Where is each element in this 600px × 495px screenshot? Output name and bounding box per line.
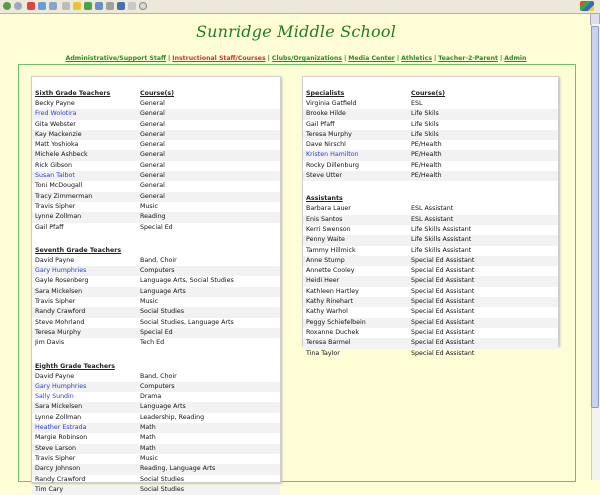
staff-course: Social Studies <box>140 308 185 316</box>
staff-row <box>32 464 280 474</box>
nav-separator: | <box>267 55 270 62</box>
staff-course: Computers <box>140 267 175 275</box>
staff-course: ESL Assistant <box>411 205 454 213</box>
staff-row <box>32 202 280 212</box>
staff-course: Special Ed Assistant <box>411 287 475 295</box>
staff-row <box>303 318 558 328</box>
staff-course: Special Ed <box>140 223 173 231</box>
staff-row <box>303 297 558 307</box>
staff-row <box>303 235 558 245</box>
staff-row <box>32 297 280 307</box>
nav-link-media-center[interactable]: Media Center <box>348 55 395 62</box>
forward-icon[interactable] <box>14 2 22 10</box>
staff-row <box>32 161 280 171</box>
staff-name: Tammy Hillmick <box>306 246 356 254</box>
staff-row <box>32 307 280 317</box>
staff-name: Margie Robinson <box>35 434 88 442</box>
staff-course: Math <box>140 424 156 432</box>
staff-name: Lynne Zollman <box>35 213 82 221</box>
column-header-courses <box>140 246 280 256</box>
staff-name: Barbara Lauer <box>306 205 351 213</box>
staff-row <box>303 287 558 297</box>
staff-course: General <box>140 161 165 169</box>
page-title: Sunridge Middle School <box>195 22 397 41</box>
staff-course: Language Arts, Social Studies <box>140 277 234 285</box>
search-icon[interactable] <box>62 2 70 10</box>
staff-course: Life Skills Assistant <box>411 236 472 244</box>
left-staff-panel <box>31 76 281 493</box>
find-icon[interactable] <box>139 2 147 10</box>
staff-name: Tracy Zimmerman <box>35 192 93 200</box>
column-header-courses: Course(s) <box>140 90 175 97</box>
staff-course: ESL Assistant <box>411 215 454 223</box>
section-heading: Eighth Grade Teachers <box>35 362 115 370</box>
staff-name: Gita Webster <box>35 120 76 128</box>
back-icon[interactable] <box>3 2 11 10</box>
staff-name[interactable]: Kristen Hamilton <box>306 151 359 159</box>
staff-course: PE/Health <box>411 172 442 180</box>
staff-course: Reading, Language Arts <box>140 465 216 473</box>
staff-course: Special Ed Assistant <box>411 339 475 347</box>
staff-row <box>32 287 280 297</box>
staff-course: Drama <box>140 393 162 401</box>
staff-row <box>32 402 280 412</box>
staff-course: Special Ed Assistant <box>411 349 475 357</box>
staff-name: Enis Santos <box>306 215 343 223</box>
section-gap <box>303 181 558 194</box>
staff-name: Matt Yoshioka <box>35 141 79 149</box>
section-gap <box>32 233 280 246</box>
section-header <box>32 246 280 256</box>
staff-row <box>32 181 280 191</box>
staff-row <box>32 276 280 286</box>
staff-course: Life Skills Assistant <box>411 225 472 233</box>
nav-separator: | <box>168 55 171 62</box>
staff-name: David Payne <box>35 372 75 380</box>
staff-name: Gail Pfaff <box>35 223 64 231</box>
staff-course: General <box>140 141 165 149</box>
staff-row <box>32 485 280 495</box>
staff-course: Leadership, Reading <box>140 413 205 421</box>
staff-name: Kathleen Hartley <box>306 287 359 295</box>
staff-name: Randy Crawford <box>35 308 86 316</box>
staff-row <box>303 338 558 348</box>
staff-name: David Payne <box>35 256 75 264</box>
right-staff-panel <box>302 76 559 357</box>
staff-row <box>303 161 558 171</box>
mail-icon[interactable] <box>95 2 103 10</box>
staff-name: Travis Sipher <box>35 454 76 462</box>
staff-course: Special Ed Assistant <box>411 328 475 336</box>
staff-row <box>32 266 280 276</box>
staff-name: Rick Gibson <box>35 161 72 169</box>
staff-name[interactable]: Gary Humphries <box>35 267 87 275</box>
staff-row <box>303 204 558 214</box>
staff-course: General <box>140 120 165 128</box>
staff-course: General <box>140 151 165 159</box>
section-header <box>32 89 280 99</box>
staff-row <box>303 120 558 130</box>
staff-row <box>32 212 280 222</box>
staff-name: Teresa Murphy <box>306 130 352 138</box>
staff-name: Gail Pfaff <box>306 120 335 128</box>
nav-link-athletics[interactable]: Athletics <box>401 55 433 62</box>
nav-separator: | <box>499 55 503 62</box>
staff-course: PE/Health <box>411 161 442 169</box>
nav-separator: | <box>343 55 347 62</box>
windows-logo-icon <box>580 1 594 11</box>
staff-course: Life Skills Assistant <box>411 246 472 254</box>
staff-row <box>32 413 280 423</box>
staff-course: Special Ed Assistant <box>411 267 475 275</box>
staff-row <box>303 99 558 109</box>
staff-row <box>303 109 558 119</box>
section-heading: Assistants <box>306 195 343 203</box>
staff-course: ESL <box>411 100 423 107</box>
staff-row <box>32 223 280 233</box>
staff-name[interactable]: Susan Talbot <box>35 172 75 180</box>
browser-toolbar <box>0 0 600 14</box>
staff-row <box>32 338 280 348</box>
staff-course: PE/Health <box>411 141 442 149</box>
nav-link-teacher-2-parent[interactable]: Teacher-2-Parent <box>438 55 498 62</box>
staff-course: Life Skils <box>411 130 439 138</box>
staff-row <box>32 120 280 130</box>
staff-name: Sara Mickelsen <box>35 403 83 411</box>
staff-course: Band, Choir <box>140 256 177 264</box>
nav-link-admin[interactable]: Admin <box>504 55 527 62</box>
staff-course: Special Ed <box>140 328 173 336</box>
staff-name: Steve Mohrland <box>35 318 85 326</box>
staff-name[interactable]: Heather Estrada <box>35 424 87 432</box>
staff-name: Rocky Dillenburg <box>306 161 359 169</box>
print-icon[interactable] <box>106 2 114 10</box>
staff-row <box>32 433 280 443</box>
staff-course: Music <box>140 202 158 210</box>
staff-course: Special Ed Assistant <box>411 298 475 306</box>
staff-row <box>32 372 280 382</box>
staff-name: Steve Larson <box>35 444 77 452</box>
staff-row <box>303 150 558 160</box>
staff-course: Math <box>140 444 156 452</box>
main-nav <box>0 55 592 62</box>
staff-course: Life Skils <box>411 120 439 128</box>
nav-link-clubs-organizations[interactable]: Clubs/Organizations <box>271 55 342 62</box>
staff-row <box>32 382 280 392</box>
staff-name: Kathy Rinehart <box>306 298 353 306</box>
staff-course: Social Studies <box>140 485 185 493</box>
nav-link-instructional-staff-courses[interactable]: Instructional Staff/Courses <box>172 55 266 62</box>
staff-course: Life Skils <box>411 110 439 118</box>
staff-course: General <box>140 192 165 200</box>
staff-row <box>32 192 280 202</box>
staff-row <box>32 328 280 338</box>
staff-row <box>303 349 558 359</box>
favorites-icon[interactable] <box>73 2 81 10</box>
section-header <box>303 194 558 204</box>
staff-name: Travis Sipher <box>35 298 76 306</box>
nav-link-administrative-support-staff[interactable]: Administrative/Support Staff <box>65 55 167 62</box>
staff-row <box>303 246 558 256</box>
staff-course: Math <box>140 434 156 442</box>
staff-row <box>303 276 558 286</box>
content-frame <box>18 64 576 493</box>
nav-separator: | <box>396 55 400 62</box>
staff-name: Brooke Hilde <box>306 110 346 118</box>
staff-course: General <box>140 110 165 118</box>
staff-name: Travis Sipher <box>35 202 76 210</box>
column-header-courses: Course(s) <box>411 90 446 97</box>
staff-name: Michele Ashbeck <box>35 151 88 159</box>
staff-row <box>303 266 558 276</box>
staff-course: General <box>140 100 165 107</box>
staff-name: Anne Stump <box>306 256 345 264</box>
nav-separator: | <box>434 55 437 62</box>
staff-row <box>32 423 280 433</box>
staff-row <box>303 225 558 235</box>
staff-row <box>32 318 280 328</box>
staff-row <box>303 130 558 140</box>
staff-course: Special Ed Assistant <box>411 308 475 316</box>
staff-row <box>303 171 558 181</box>
staff-row <box>32 171 280 181</box>
staff-name: Teresa Murphy <box>35 328 81 336</box>
staff-name: Lynne Zollman <box>35 413 82 421</box>
staff-row <box>303 328 558 338</box>
staff-name: Toni McDougall <box>35 182 83 190</box>
staff-name: Annette Cooley <box>306 267 355 275</box>
staff-row <box>32 392 280 402</box>
staff-row <box>303 140 558 150</box>
staff-name[interactable]: Gary Humphries <box>35 382 87 390</box>
staff-row <box>32 150 280 160</box>
column-header-courses <box>140 362 280 372</box>
staff-name: Gayle Rosenberg <box>35 277 89 285</box>
section-header <box>32 362 280 372</box>
staff-name[interactable]: Sally Sundin <box>35 393 74 401</box>
home-icon[interactable] <box>49 2 57 10</box>
staff-course: Music <box>140 298 158 306</box>
staff-name: Kay Mackenzie <box>35 130 82 138</box>
staff-row <box>32 109 280 119</box>
staff-course: Tech Ed <box>140 339 165 347</box>
staff-name: Heidi Heer <box>306 277 340 285</box>
staff-name: Steve Utter <box>306 172 342 180</box>
edit-icon[interactable] <box>117 2 125 10</box>
discuss-icon[interactable] <box>128 2 136 10</box>
staff-row <box>32 454 280 464</box>
section-heading: Seventh Grade Teachers <box>35 246 122 254</box>
staff-name: Darcy Johnson <box>35 465 81 473</box>
staff-name: Kathy Warhol <box>306 308 348 316</box>
staff-row <box>32 130 280 140</box>
staff-name: Roxanne Duchek <box>306 328 360 336</box>
staff-name: Peggy Schiefelbein <box>306 318 366 326</box>
staff-course: Social Studies <box>140 475 185 483</box>
refresh-icon[interactable] <box>38 2 46 10</box>
staff-name: Teresa Barmel <box>306 339 351 347</box>
stop-icon[interactable] <box>27 2 35 10</box>
staff-row <box>303 307 558 317</box>
staff-course: Computers <box>140 382 175 390</box>
staff-name[interactable]: Fred Wolotira <box>35 110 77 118</box>
staff-course: General <box>140 182 165 190</box>
staff-name: Dave Nirschl <box>306 141 346 149</box>
section-gap <box>32 349 280 362</box>
scrollbar-thumb[interactable] <box>591 26 599 408</box>
section-gap <box>32 77 280 89</box>
section-heading: Specialists <box>306 90 345 97</box>
staff-course: Special Ed Assistant <box>411 318 475 326</box>
staff-course: Special Ed Assistant <box>411 256 475 264</box>
staff-name: Kerri Swenson <box>306 225 351 233</box>
staff-name: Sara Mickelsen <box>35 287 83 295</box>
staff-course: Special Ed Assistant <box>411 277 475 285</box>
staff-course: Language Arts <box>140 287 186 295</box>
staff-name: Tina Taylor <box>306 349 340 357</box>
staff-course: Music <box>140 454 158 462</box>
section-gap <box>303 77 558 89</box>
staff-name: Randy Crawford <box>35 475 86 483</box>
staff-course: Social Studies, Language Arts <box>140 318 234 326</box>
staff-course: General <box>140 130 165 138</box>
staff-name: Virginia Gatfield <box>306 100 357 107</box>
staff-row <box>303 256 558 266</box>
staff-course: Language Arts <box>140 403 186 411</box>
staff-name: Penny Waite <box>306 236 345 244</box>
history-icon[interactable] <box>84 2 92 10</box>
staff-row <box>303 215 558 225</box>
section-header <box>303 89 558 99</box>
staff-name: Becky Payne <box>35 100 75 107</box>
staff-name: Tim Cary <box>35 485 64 493</box>
staff-name: Jim Davis <box>35 339 65 347</box>
staff-row <box>32 140 280 150</box>
column-header-courses <box>411 194 558 204</box>
staff-row <box>32 99 280 109</box>
staff-course: General <box>140 172 165 180</box>
staff-course: PE/Health <box>411 151 442 159</box>
staff-row <box>32 444 280 454</box>
section-heading: Sixth Grade Teachers <box>35 90 111 97</box>
staff-course: Band, Choir <box>140 372 177 380</box>
staff-row <box>32 256 280 266</box>
staff-course: Reading <box>140 213 166 221</box>
